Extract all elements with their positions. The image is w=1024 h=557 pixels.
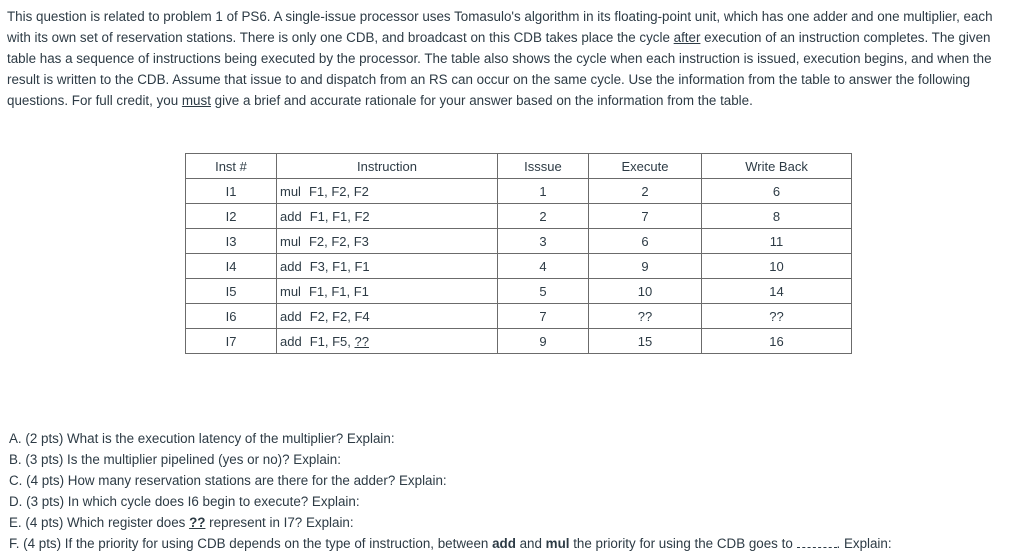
cell-issue: 2 [498, 204, 589, 229]
cell-inst: I6 [186, 304, 277, 329]
cell-issue: 3 [498, 229, 589, 254]
intro-must-underlined: must [181, 93, 211, 108]
cell-execute: 2 [588, 179, 701, 204]
cell-inst: I4 [186, 254, 277, 279]
opcode: mul [280, 233, 301, 249]
opcode: add [280, 258, 302, 274]
table-row [186, 329, 852, 354]
table-row [186, 204, 852, 229]
cell-inst: I5 [186, 279, 277, 304]
cell-write-back: 14 [702, 279, 852, 304]
question-f-add: add [492, 536, 516, 551]
instruction-timing-table [185, 153, 852, 354]
question-e-suffix: represent in I7? Explain: [205, 515, 354, 530]
cell-write-back: 11 [702, 229, 852, 254]
opcode: mul [280, 283, 301, 299]
question-e-unknown: ?? [189, 515, 206, 530]
operands: F1, F2, F2 [308, 183, 369, 199]
table-row [186, 279, 852, 304]
question-e [9, 512, 1019, 533]
header-issue: Isssue [498, 154, 589, 179]
cell-write-back: 8 [702, 204, 852, 229]
unknown-register: ?? [354, 333, 369, 349]
table-row [186, 254, 852, 279]
cell-issue: 1 [498, 179, 589, 204]
cell-instruction [277, 279, 498, 304]
header-instruction: Instruction [277, 154, 498, 179]
opcode: add [280, 308, 302, 324]
cell-instruction [277, 254, 498, 279]
cell-write-back: 16 [702, 329, 852, 354]
cell-issue: 9 [498, 329, 589, 354]
questions-list [9, 428, 1019, 554]
question-f-mul: mul [545, 536, 570, 551]
question-e-prefix: E. (4 pts) Which register does [9, 515, 190, 530]
cell-execute: 7 [588, 204, 701, 229]
intro-text-1: This question is related to problem 1 of PS6. A single-issue processor uses Tomasulo's algorithm in its floating-point unit, which has one adder and one multiplier, each with its own set of reservation stations. There is only one CDB, and broadcast on this CDB takes place the cycle [7, 9, 993, 45]
cell-execute: ?? [588, 304, 701, 329]
operands-known: F1, F5, [309, 333, 355, 349]
question-d: D. (3 pts) In which cycle does I6 begin to execute? Explain: [9, 494, 360, 509]
intro-text-2: execution of an instruction completes. The given table has a sequence of instructions being executed by the processor. The table also shows the cycle when each instruction is issued, execution begins, and when the result is written to the CDB. Assume that issue to and dispatch from an RS can occur on the same cycle. Use the information from the table to answer the following questions. For full credit, you [7, 30, 992, 108]
header-execute: Execute [588, 154, 701, 179]
cell-execute: 15 [588, 329, 701, 354]
table-row [186, 304, 852, 329]
question-c: C. (4 pts) How many reservation stations are there for the adder? Explain: [9, 473, 447, 488]
cell-instruction [277, 329, 498, 354]
operands: F1, F1, F1 [308, 283, 369, 299]
cell-execute: 9 [588, 254, 701, 279]
table-header-row [186, 154, 852, 179]
question-f-prefix: F. (4 pts) If the priority for using CDB depends on the type of instruction, between [9, 536, 493, 551]
operands: F2, F2, F3 [308, 233, 369, 249]
intro-text-3: give a brief and accurate rationale for your answer based on the information from the table. [210, 93, 753, 108]
cell-issue: 4 [498, 254, 589, 279]
problem-statement [7, 6, 1017, 111]
question-a: A. (2 pts) What is the execution latency of the multiplier? Explain: [9, 431, 395, 446]
table-row [186, 229, 852, 254]
question-f [9, 533, 1019, 554]
cell-instruction [277, 179, 498, 204]
opcode: add [280, 333, 302, 349]
cell-write-back: 6 [702, 179, 852, 204]
question-f-and: and [515, 536, 546, 551]
header-inst-number: Inst # [186, 154, 277, 179]
cell-inst: I1 [186, 179, 277, 204]
cell-execute: 10 [588, 279, 701, 304]
cell-instruction [277, 229, 498, 254]
cell-instruction [277, 304, 498, 329]
cell-inst: I2 [186, 204, 277, 229]
cell-inst: I7 [186, 329, 277, 354]
cell-execute: 6 [588, 229, 701, 254]
operands [310, 334, 369, 349]
table-row [186, 179, 852, 204]
question-b: B. (3 pts) Is the multiplier pipelined (yes or no)? Explain: [9, 452, 341, 467]
cell-issue: 7 [498, 304, 589, 329]
operands: F2, F2, F4 [309, 308, 370, 324]
cell-write-back: ?? [702, 304, 852, 329]
intro-after-underlined: after [673, 30, 701, 45]
cell-issue: 5 [498, 279, 589, 304]
cell-instruction [277, 204, 498, 229]
opcode: mul [280, 183, 301, 199]
answer-blank [797, 536, 837, 548]
question-f-mid: the priority for using the CDB goes to [569, 536, 797, 551]
question-f-suffix: . Explain: [836, 536, 892, 551]
header-write-back: Write Back [702, 154, 852, 179]
cell-write-back: 10 [702, 254, 852, 279]
operands: F3, F1, F1 [309, 258, 370, 274]
cell-inst: I3 [186, 229, 277, 254]
operands: F1, F1, F2 [309, 208, 370, 224]
opcode: add [280, 208, 302, 224]
